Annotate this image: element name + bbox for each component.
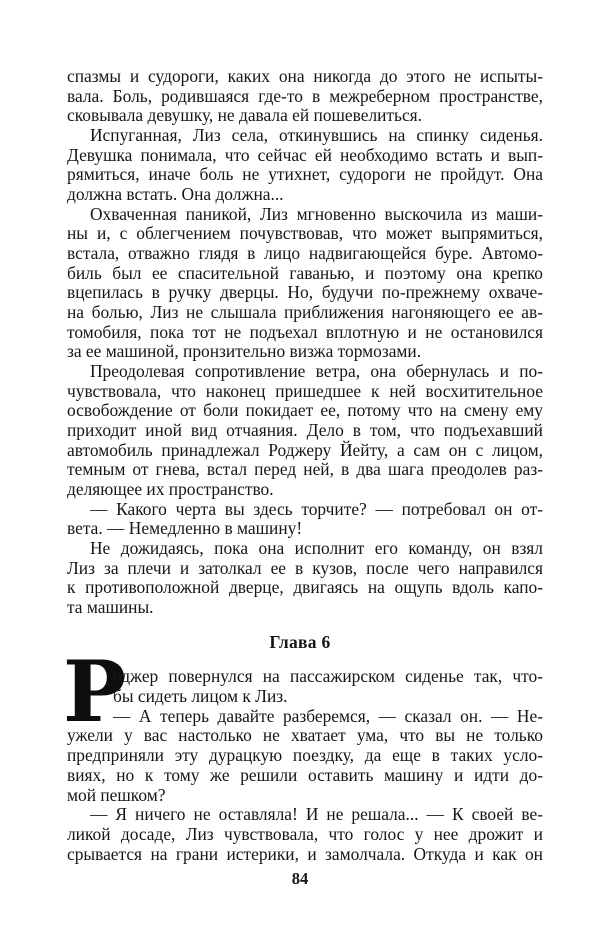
text-line: — Я ничего не оставляла! И не решала... — К своей ве- <box>90 804 543 825</box>
text-line: томобиля, пока тот не подъехал вплотную и не остановился <box>67 321 543 342</box>
text-line: виях, но к тому же решили оставить машину и идти до- <box>67 764 543 785</box>
text-line: темным от гнева, встал перед ней, в два шага преодолев раз- <box>67 459 543 480</box>
text-line: бы сидеть лицом к Лиз. <box>113 685 288 706</box>
page-number: 84 <box>291 869 309 888</box>
text-line: Охваченная паникой, Лиз мгновенно выскочила из маши- <box>90 203 543 224</box>
chapter-title: Глава 6 <box>269 632 331 652</box>
text-line: предприняли эту дурацкую поездку, да еще в таких усло- <box>67 745 543 766</box>
text-line: сковывала девушку, не давала ей пошевелиться. <box>67 105 423 126</box>
text-line: Лиз за плечи и затолкал ее в кузов, после чего направился <box>67 557 543 578</box>
text-line: ужели у вас настолько не хватает ума, что вы не только <box>67 725 543 746</box>
text-line: вцепилась в ручку дверцы. Но, будучи по-прежнему охваче- <box>67 282 543 303</box>
text-line: рямиться, иначе боль не утихнет, судороги не пройдут. Она <box>67 164 543 185</box>
text-line: Девушка понимала, что сейчас ей необходимо встать и вып- <box>67 144 543 165</box>
text-line: за ее машиной, пронзительно визжа тормозами. <box>67 341 422 362</box>
text-line: к противоположной дверце, двигаясь на ощупь вдоль капо- <box>67 577 543 598</box>
text-line: вета. — Немедленно в машину! <box>67 518 303 539</box>
text-line: — Какого черта вы здесь торчите? — потребовал он от- <box>90 498 543 519</box>
text-line: встала, отважно глядя в лицо надвигающейся буре. Автомо- <box>67 243 543 264</box>
text-line: ликой досаде, Лиз чувствовала, что голос у нее дрожит и <box>67 824 543 845</box>
text-line: та машины. <box>67 597 154 618</box>
text-line: вала. Боль, родившаяся где-то в межреберном пространстве, <box>67 85 543 106</box>
text-line: Испуганная, Лиз села, откинувшись на спинку сиденья. <box>90 125 543 145</box>
text-line: на болью, Лиз не слышала приближения нагоняющего ее ав- <box>67 302 543 323</box>
text-line: автомобиль принадлежал Роджеру Йейту, а сам он с лицом, <box>67 439 543 460</box>
text-line: — А теперь давайте разберемся, — сказал он. — Не- <box>113 705 543 726</box>
text-line: оджер повернулся на пассажирском сиденье так, что- <box>113 666 543 686</box>
text-line: освобождение от боли покидает ее, потому что на смену ему <box>67 400 543 421</box>
text-line: ны и, с облегчением почувствовав, что может выпрямиться, <box>67 223 543 244</box>
text-line: срывается на грани истерики, и замолчала. Откуда и как он <box>67 844 543 865</box>
drop-cap: Р <box>63 642 127 741</box>
text-line: Не дожидаясь, пока она исполнит его команду, он взял <box>90 538 543 559</box>
text-line: чувствовала, что наконец пришедшее к ней восхитительное <box>67 380 543 401</box>
text-line: биль был ее спасительной гаванью, и поэтому она крепко <box>67 262 543 283</box>
text-line: деляющее их пространство. <box>67 479 274 500</box>
text-line: мой пешком? <box>67 784 166 805</box>
text-line: Преодолевая сопротивление ветра, она обернулась и по- <box>90 361 543 382</box>
text-line: должна встать. Она должна... <box>67 184 284 205</box>
text-line: приходит иной вид отчаяния. Дело в том, что подъехавший <box>67 420 543 441</box>
text-line: спазмы и судороги, каких она никогда до этого не испыты- <box>67 66 543 86</box>
